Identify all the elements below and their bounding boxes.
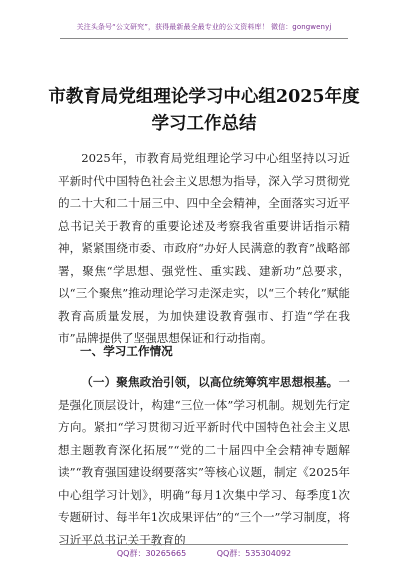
footer bbox=[0, 548, 408, 559]
section-heading: 一、学习工作情况 bbox=[80, 344, 173, 358]
footer-divider bbox=[60, 544, 348, 545]
footer-qq-group-1: QQ群：30265665 bbox=[116, 549, 187, 558]
subsection-text: 一是强化顶层设计，构建“三位一体”学习机制。规划先行定方向。紧扣“学习贯彻习近平新时代中国特色社会主义思想主题教育深化拓展”“党的二十届四中全会精神专题解读”“教育强国建设纲要落实”等核心议题，制定《2025年中心组学习计划》，明确“每月1次集中学习、每季度1次专题研讨、每半年1次成果评估”的“三个一”学习制度，将习近平总书记关于教育的 bbox=[58, 375, 350, 547]
subsection-paragraph bbox=[58, 371, 350, 551]
subsection-lead: （一）聚焦政治引领，以高位统筹筑牢思想根基。 bbox=[81, 375, 339, 389]
document-title: 市教育局党组理论学习中心组2025年度学习工作总结 bbox=[48, 87, 360, 134]
header-banner: 关注头条号“公文研究”，获得最新最全最专业的公文资料库！ 微信：gongwenyj bbox=[76, 23, 332, 31]
footer-qq-group-2: QQ群：535304092 bbox=[216, 549, 292, 558]
header-divider bbox=[60, 38, 348, 39]
intro-paragraph: 2025年，市教育局党组理论学习中心组坚持以习近平新时代中国特色社会主义思想为指导，深入学习贯彻党的二十大和二十届三中、四中全会精神，全面落实习近平总书记关于教育的重要论述及考察我省重要讲话指示精神，紧紧围绕市委、市政府“办好人民满意的教育”战略部署，聚焦“学思想、强党性、重实践、建新功”总要求，以“三个聚焦”推动理论学习走深走实，以“三个转化”赋能教育高质量发展，为加快建设教育强市、打造“学在我市”品牌提供了坚强思想保证和行动指南。 bbox=[58, 151, 350, 345]
